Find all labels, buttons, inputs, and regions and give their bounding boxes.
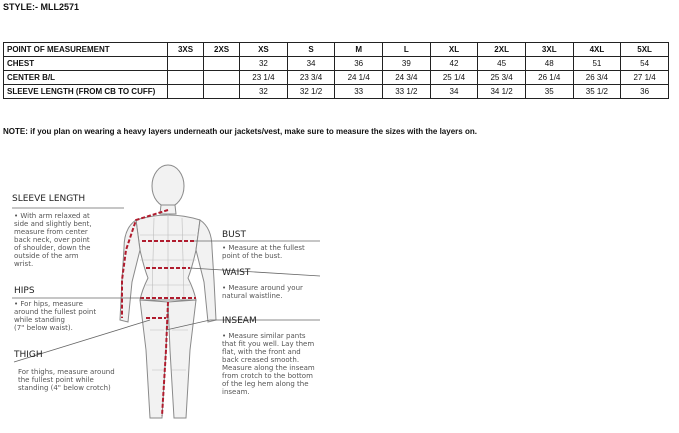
bust-annotation bbox=[222, 230, 246, 240]
table-cell bbox=[204, 85, 240, 99]
row-label: SLEEVE LENGTH (FROM CB TO CUFF) bbox=[4, 85, 168, 99]
table-cell: 35 bbox=[525, 85, 573, 99]
instruction-line: outside of the arm bbox=[14, 252, 79, 260]
instruction-line: the fullest point while bbox=[18, 376, 94, 384]
instruction-line: inseam. bbox=[222, 388, 250, 396]
header-cell: S bbox=[287, 43, 335, 57]
style-number: STYLE:- MLL2571 bbox=[3, 2, 80, 12]
header-cell: M bbox=[335, 43, 383, 57]
header-cell: XL bbox=[430, 43, 478, 57]
bust-title: BUST bbox=[222, 230, 246, 240]
layering-note: NOTE: if you plan on wearing a heavy layers underneath our jackets/vest, make sure to measure the sizes with the layers on. bbox=[3, 127, 477, 136]
instruction-line: • For hips, measure bbox=[14, 300, 83, 308]
instruction-line: of shoulder, down the bbox=[14, 244, 91, 252]
figure-head bbox=[152, 165, 184, 207]
table-row bbox=[4, 71, 669, 85]
table-cell: 54 bbox=[621, 57, 669, 71]
table-cell: 32 bbox=[240, 85, 288, 99]
instruction-line: • Measure around your bbox=[222, 284, 303, 292]
header-cell: 4XL bbox=[573, 43, 621, 57]
instruction-line: • Measure similar pants bbox=[222, 332, 306, 340]
waist-annotation bbox=[222, 268, 250, 278]
waist-instructions bbox=[222, 284, 332, 300]
table-cell: 24 3/4 bbox=[383, 71, 431, 85]
table-cell bbox=[168, 85, 204, 99]
table-cell: 35 1/2 bbox=[573, 85, 621, 99]
table-cell: 48 bbox=[525, 57, 573, 71]
waist-title: WAIST bbox=[222, 268, 251, 278]
table-cell: 36 bbox=[621, 85, 669, 99]
table-cell: 25 3/4 bbox=[478, 71, 526, 85]
table-cell: 34 bbox=[430, 85, 478, 99]
header-cell: XS bbox=[240, 43, 288, 57]
instruction-line: Measure along the inseam bbox=[222, 364, 315, 372]
table-cell: 45 bbox=[478, 57, 526, 71]
table-cell: 32 bbox=[240, 57, 288, 71]
header-cell: L bbox=[383, 43, 431, 57]
header-cell: 3XS bbox=[168, 43, 204, 57]
table-cell: 34 bbox=[287, 57, 335, 71]
table-cell bbox=[168, 71, 204, 85]
table-header-row bbox=[4, 43, 669, 57]
inseam-title: INSEAM bbox=[222, 316, 257, 326]
sleeve-length-instructions bbox=[14, 212, 114, 268]
size-chart-table bbox=[3, 42, 669, 99]
instruction-line: that fit you well. Lay them bbox=[222, 340, 315, 348]
row-label: CHEST bbox=[4, 57, 168, 71]
inseam-annotation bbox=[222, 316, 257, 326]
instruction-line: measure from center bbox=[14, 228, 88, 236]
table-cell: 36 bbox=[335, 57, 383, 71]
table-cell: 32 1/2 bbox=[287, 85, 335, 99]
instruction-line: For thighs, measure around bbox=[18, 368, 115, 376]
table-cell: 25 1/4 bbox=[430, 71, 478, 85]
header-cell: POINT OF MEASUREMENT bbox=[4, 43, 168, 57]
instruction-line: back neck, over point bbox=[14, 236, 90, 244]
header-cell: 3XL bbox=[525, 43, 573, 57]
thigh-instructions bbox=[18, 368, 138, 392]
instruction-line: standing (4" below crotch) bbox=[18, 384, 111, 392]
table-cell: 27 1/4 bbox=[621, 71, 669, 85]
bust-instructions bbox=[222, 244, 332, 260]
instruction-line: from crotch to the bottom bbox=[222, 372, 313, 380]
hips-annotation bbox=[14, 286, 35, 296]
table-cell: 34 1/2 bbox=[478, 85, 526, 99]
instruction-line: • With arm relaxed at bbox=[14, 212, 90, 220]
figure-right-arm bbox=[196, 220, 216, 322]
instruction-line: around the fullest point bbox=[14, 308, 97, 316]
instruction-line: side and slightly bent, bbox=[14, 220, 92, 228]
instruction-line: flat, with the front and bbox=[222, 348, 301, 356]
figure-right-leg bbox=[168, 300, 196, 418]
instruction-line: while standing bbox=[14, 316, 65, 324]
header-cell: 2XL bbox=[478, 43, 526, 57]
sleeve-length-annotation bbox=[12, 194, 142, 204]
instruction-line: • Measure at the fullest bbox=[222, 244, 305, 252]
table-cell: 39 bbox=[383, 57, 431, 71]
table-cell: 51 bbox=[573, 57, 621, 71]
table-cell: 23 3/4 bbox=[287, 71, 335, 85]
row-label: CENTER B/L bbox=[4, 71, 168, 85]
measurement-guide bbox=[0, 150, 679, 433]
instruction-line: (7" below waist). bbox=[14, 324, 73, 332]
instruction-line: natural waistline. bbox=[222, 292, 283, 300]
hips-title: HIPS bbox=[14, 286, 35, 296]
hips-instructions bbox=[14, 300, 124, 332]
instruction-line: back creased smooth. bbox=[222, 356, 300, 364]
table-cell: 26 1/4 bbox=[525, 71, 573, 85]
header-cell: 2XS bbox=[204, 43, 240, 57]
sleeve-length-title: SLEEVE LENGTH bbox=[12, 194, 86, 204]
instruction-line: of the leg hem along the bbox=[222, 380, 309, 388]
table-cell: 33 bbox=[335, 85, 383, 99]
table-cell bbox=[204, 57, 240, 71]
table-row bbox=[4, 57, 669, 71]
thigh-annotation bbox=[14, 350, 43, 360]
table-row bbox=[4, 85, 669, 99]
instruction-line: wrist. bbox=[14, 260, 34, 268]
table-cell: 26 3/4 bbox=[573, 71, 621, 85]
header-cell: 5XL bbox=[621, 43, 669, 57]
table-cell bbox=[168, 57, 204, 71]
table-cell: 24 1/4 bbox=[335, 71, 383, 85]
thigh-title: THIGH bbox=[14, 350, 43, 360]
table-cell: 23 1/4 bbox=[240, 71, 288, 85]
instruction-line: point of the bust. bbox=[222, 252, 283, 260]
table-cell: 42 bbox=[430, 57, 478, 71]
inseam-instructions bbox=[222, 332, 342, 396]
table-cell: 33 1/2 bbox=[383, 85, 431, 99]
table-cell bbox=[204, 71, 240, 85]
